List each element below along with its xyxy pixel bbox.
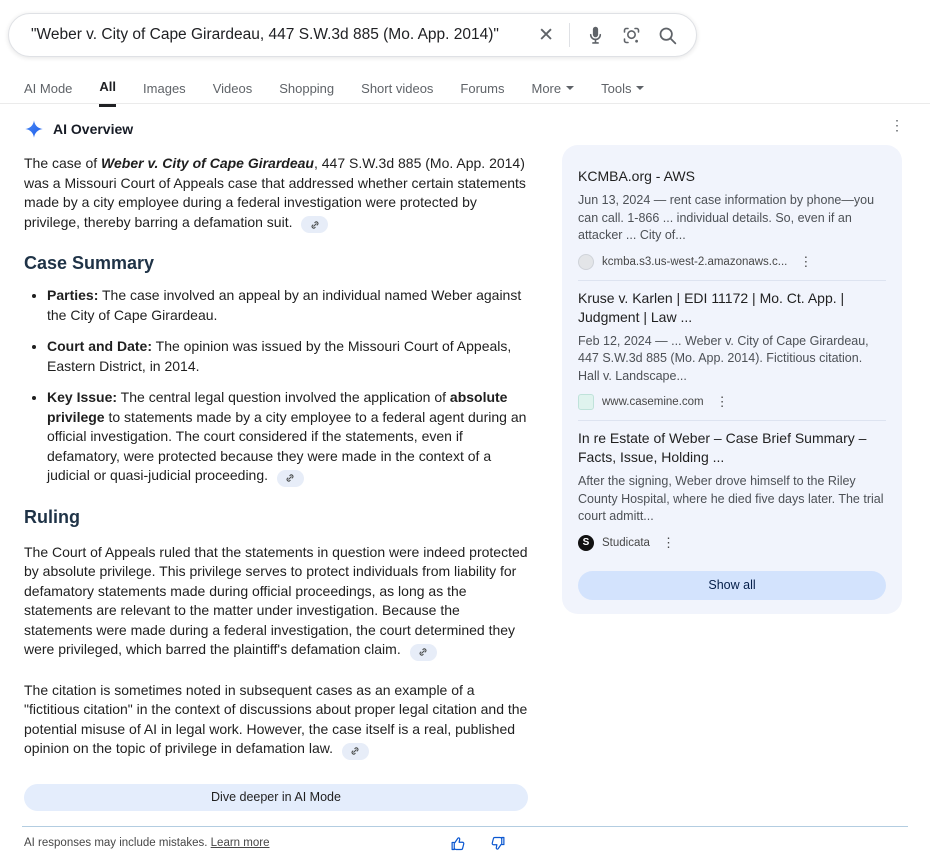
- source-card: [578, 159, 886, 280]
- source-title[interactable]: KCMBA.org - AWS: [578, 168, 695, 184]
- tab-label: Tools: [601, 80, 632, 96]
- learn-more-link[interactable]: Learn more: [210, 837, 270, 849]
- link-icon: [418, 647, 428, 657]
- list-item: [47, 337, 528, 376]
- link-icon: [285, 473, 295, 483]
- thumbs-up-icon: [450, 835, 467, 852]
- search-bar-divider: [569, 23, 570, 47]
- feedback-buttons: [450, 835, 528, 852]
- citation-link-chip[interactable]: [301, 216, 328, 233]
- source-row: [578, 535, 886, 551]
- tab-label: More: [531, 80, 562, 96]
- ai-overview-label: AI Overview: [53, 121, 134, 137]
- case-name: Weber v. City of Cape Girardeau: [101, 155, 314, 171]
- search-icon: [657, 25, 678, 46]
- ai-overview-menu-button[interactable]: [890, 117, 904, 134]
- tab-label: Short videos: [361, 80, 434, 96]
- case-summary-heading: Case Summary: [24, 253, 155, 273]
- bullet-text: The central legal question involved the application of: [117, 389, 450, 405]
- globe-favicon-icon: [578, 254, 594, 270]
- closing-paragraph: [24, 681, 528, 760]
- search-submit-button[interactable]: [657, 25, 678, 46]
- case-summary-list: [24, 286, 528, 487]
- bullet-text: to statements made by a city employee to a federal agent during an official investigation. The court considered if the statements, even if defamatory, were protected because they were made in the context of a judicial or quasi-judicial proceeding.: [47, 408, 527, 483]
- citation-link-chip[interactable]: [410, 644, 437, 661]
- source-snippet: Jun 13, 2024 — rent case information by phone—you can call. 1-866 ... individual details. So, even if an attacker ... City of...: [578, 193, 875, 242]
- tab-label: Forums: [460, 80, 505, 96]
- ruling-heading: Ruling: [24, 506, 80, 527]
- dive-deeper-button[interactable]: Dive deeper in AI Mode: [24, 784, 528, 811]
- bullet-lead: Court and Date:: [47, 338, 152, 354]
- source-menu-button[interactable]: ⋮: [715, 394, 729, 409]
- disclaimer-text: [24, 837, 269, 849]
- source-snippet: Feb 12, 2024 — ... Weber v. City of Cape Girardeau, 447 S.W.3d 885 (Mo. App. 2014). Fictitious citation. Hall v. Landscape...: [578, 333, 869, 383]
- show-all-button[interactable]: Show all: [578, 571, 886, 600]
- list-item: [47, 286, 528, 325]
- chevron-down-icon: [636, 86, 644, 90]
- search-input[interactable]: "Weber v. City of Cape Girardeau, 447 S.W.3d 885 (Mo. App. 2014)": [31, 26, 499, 43]
- source-title[interactable]: Kruse v. Karlen | EDI 11172 | Mo. Ct. App. | Judgment | Law ...: [578, 289, 845, 325]
- disclaimer-label: AI responses may include mistakes.: [24, 837, 208, 849]
- source-row: [578, 254, 886, 270]
- closing-text: The citation is sometimes noted in subsequent cases as an example of a "fictitious citation" in the context of discussions about proper legal citation and the potential misuse of AI in legal work. However, the case itself is a real, published opinion on the topic of privilege in defamation law.: [24, 681, 528, 756]
- source-menu-button[interactable]: ⋮: [661, 534, 675, 550]
- source-snippet: After the signing, Weber drove himself to the Riley County Hospital, where he died five days later. The trial court admitt...: [578, 474, 884, 523]
- lens-search-button[interactable]: [621, 25, 642, 46]
- link-icon: [310, 220, 320, 230]
- sparkle-icon: [24, 119, 44, 139]
- thumbs-down-button[interactable]: [489, 835, 506, 852]
- source-title[interactable]: In re Estate of Weber – Case Brief Summary – Facts, Issue, Holding ...: [578, 430, 867, 465]
- clear-search-button[interactable]: [538, 26, 554, 45]
- bottom-divider: [22, 826, 908, 827]
- ruling-text: The Court of Appeals ruled that the statements in question were indeed protected by absolute privilege. This privilege serves to protect individuals from liability for defamatory statements made during official proceedings, as long as the statements are relevant to the matter under investigation. Because the statements were made during a federal investigation, the court determined they were privileged, which barred the plaintiff's defamation claim.: [24, 543, 528, 657]
- bullet-lead: Key Issue:: [47, 389, 118, 405]
- ruling-paragraph: [24, 543, 528, 661]
- ai-overview-footer: [24, 835, 528, 852]
- close-icon: ✕: [538, 24, 554, 46]
- source-domain: kcmba.s3.us-west-2.amazonaws.c...: [602, 255, 788, 268]
- search-bar[interactable]: [8, 13, 697, 57]
- thumbs-up-button[interactable]: [450, 835, 467, 852]
- tab-label: Images: [143, 80, 186, 96]
- microphone-icon: [585, 25, 606, 46]
- bullet-lead: Parties:: [47, 287, 99, 303]
- source-card: [578, 421, 886, 561]
- bullet-text: The opinion was issued by the Missouri Court of Appeals, Eastern District, in 2014.: [47, 338, 512, 374]
- bullet-text: The case involved an appeal by an individual named Weber against the City of Cape Girardeau.: [47, 287, 522, 323]
- chevron-down-icon: [566, 86, 574, 90]
- studicata-favicon-icon: S: [578, 535, 594, 551]
- tab-label: Shopping: [279, 80, 335, 96]
- intro-text: The case of: [24, 155, 102, 171]
- source-domain: Studicata: [602, 536, 650, 549]
- google-lens-icon: [621, 25, 642, 46]
- intro-text: , 447 S.W.3d 885 (Mo. App. 2014) was a Missouri Court of Appeals case that addressed whether certain statements made by a city employee during a federal investigation were protected by privilege, thereby barring a defamation suit.: [24, 155, 526, 230]
- citation-link-chip[interactable]: [342, 743, 369, 760]
- source-menu-button[interactable]: ⋮: [799, 253, 813, 269]
- thumbs-down-icon: [489, 835, 506, 852]
- header-divider: [0, 103, 930, 104]
- casemine-favicon-icon: [578, 394, 594, 410]
- link-icon: [350, 746, 360, 756]
- sources-panel: [562, 145, 902, 614]
- tab-label: AI Mode: [24, 80, 73, 96]
- citation-link-chip[interactable]: [277, 470, 304, 487]
- source-row: [578, 394, 886, 410]
- source-card: [578, 281, 886, 421]
- intro-paragraph: [24, 154, 528, 233]
- tab-label: Videos: [212, 80, 253, 96]
- voice-search-button[interactable]: [585, 25, 606, 46]
- source-domain: www.casemine.com: [602, 396, 704, 408]
- bullet-bold-text: absolute privilege: [47, 389, 508, 425]
- list-item: [47, 388, 528, 487]
- kebab-icon: ⋮: [890, 117, 904, 133]
- ai-overview-section: [24, 119, 528, 852]
- ai-overview-header: [24, 119, 528, 139]
- tab-label: All: [99, 79, 117, 94]
